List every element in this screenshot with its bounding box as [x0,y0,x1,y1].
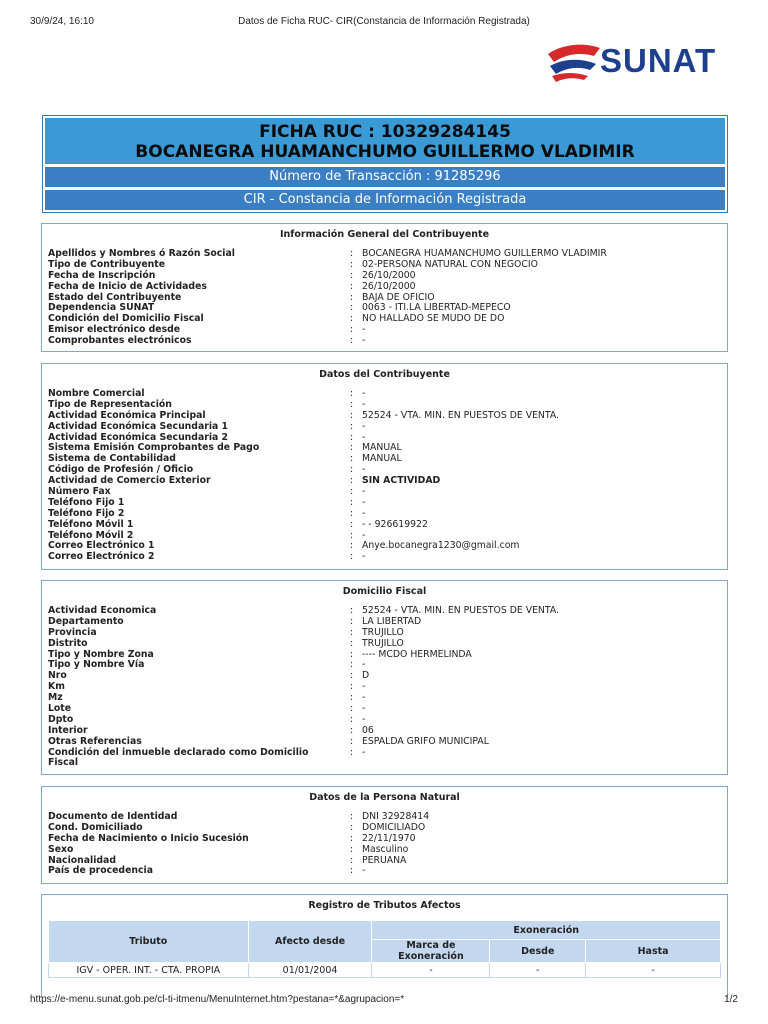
field-value: - [362,335,366,347]
field-row [48,671,721,682]
field-value: - [362,431,366,443]
field-value: - [362,507,366,519]
field-label: Nro [48,670,67,682]
field-value: BOCANEGRA HUAMANCHUMO GUILLERMO VLADIMIR [362,248,607,259]
field-separator: : [350,681,354,693]
field-row [48,336,721,347]
field-label: Actividad Económica Secundaria 1 [48,420,228,432]
field-label: Número Fax [48,486,111,498]
field-separator: : [350,692,354,704]
field-value: ---- MCDO HERMELINDA [362,648,472,660]
field-value: - [362,692,366,704]
cell-marca: - [372,963,490,978]
field-label: Km [48,681,65,693]
field-separator: : [350,724,354,736]
field-label: Tipo de Contribuyente [48,258,166,270]
field-label: Teléfono Fijo 1 [48,496,125,508]
field-value: 52524 - VTA. MIN. EN PUESTOS DE VENTA. [362,409,559,421]
field-separator: : [350,269,354,281]
field-separator: : [350,409,354,421]
field-label: Condición del Domicilio Fiscal [48,313,204,325]
print-url: https://e-menu.sunat.gob.pe/cl-ti-itmenu/MenuInternet.htm?pestana=*&agrupacion=* [30,994,405,1005]
field-label: Apellidos y Nombres ó Razón Social [48,248,235,259]
field-row [48,748,721,770]
field-label: Mz [48,692,63,704]
print-title: Datos de Ficha RUC- CIR(Constancia de Información Registrada) [238,16,530,27]
section-title: Domicilio Fiscal [342,586,427,597]
field-list [48,606,721,769]
field-row [48,422,721,433]
field-label: Dpto [48,713,74,725]
field-label: País de procedencia [48,865,153,877]
field-separator: : [350,291,354,303]
field-value: 52524 - VTA. MIN. EN PUESTOS DE VENTA. [362,605,559,616]
field-separator: : [350,453,354,465]
field-separator: : [350,388,354,399]
field-separator: : [350,735,354,747]
field-row [48,682,721,693]
field-separator: : [350,551,354,563]
col-tributo: Tributo [49,921,249,963]
field-separator: : [350,811,354,822]
col-marca-exoneracion: Marca de Exoneración [372,940,490,963]
field-label: Cond. Domiciliado [48,821,143,833]
contribuyente-name: BOCANEGRA HUAMANCHUMO GUILLERMO VLADIMIR [135,142,635,162]
field-value: - [362,388,366,399]
field-label: Distrito [48,637,88,649]
field-label: Provincia [48,626,97,638]
field-value: - [362,551,366,563]
field-separator: : [350,626,354,638]
col-afecto-desde: Afecto desde [248,921,372,963]
table-row [49,963,721,978]
field-value: D [362,670,370,682]
cell-afecto-desde: 01/01/2004 [248,963,372,978]
field-value: - [362,713,366,725]
field-separator: : [350,486,354,498]
field-label: Departamento [48,615,124,627]
field-value: SIN ACTIVIDAD [362,475,441,487]
field-label: Nombre Comercial [48,388,145,399]
sunat-logo-text: SUNAT [600,42,717,79]
print-footer [30,994,738,1008]
field-label: Teléfono Móvil 2 [48,529,134,541]
field-label: Fecha de Inscripción [48,269,156,281]
field-row [48,476,721,487]
field-row [48,660,721,671]
field-label: Condición del inmueble declarado como Domicilio Fiscal [48,746,309,769]
field-label: Sistema Emisión Comprobantes de Pago [48,442,260,454]
section-persona-natural [41,786,728,884]
col-exoneracion: Exoneración [372,921,721,940]
field-row [48,693,721,704]
field-label: Teléfono Móvil 1 [48,518,134,530]
field-label: Tipo de Representación [48,398,172,410]
field-separator: : [350,670,354,682]
field-row [48,487,721,498]
field-label: Interior [48,724,88,736]
field-label: Actividad Económica Principal [48,409,206,421]
field-value: 26/10/2000 [362,280,416,292]
field-label: Correo Electrónico 2 [48,551,155,563]
field-value: LA LIBERTAD [362,615,422,627]
field-separator: : [350,854,354,866]
field-separator: : [350,496,354,508]
print-header [30,16,738,30]
field-value: - [362,464,366,476]
print-page-number: 1/2 [724,994,738,1005]
col-desde: Desde [490,940,586,963]
field-value: PERUANA [362,854,407,866]
field-label: Fecha de Inicio de Actividades [48,280,207,292]
field-label: Emisor electrónico desde [48,324,181,336]
sunat-logo [544,38,728,86]
ficha-header [42,115,728,213]
field-label: Nacionalidad [48,854,116,866]
field-label: Documento de Identidad [48,811,178,822]
field-separator: : [350,398,354,410]
cell-tributo: IGV - OPER. INT. - CTA. PROPIA [49,963,249,978]
field-separator: : [350,529,354,541]
field-label: Sistema de Contabilidad [48,453,176,465]
field-separator: : [350,615,354,627]
field-value: 26/10/2000 [362,269,416,281]
section-domicilio-fiscal [41,580,728,775]
field-separator: : [350,746,354,758]
field-value: - [362,703,366,715]
ficha-title-box [45,118,725,164]
section-datos-contribuyente [41,363,728,570]
field-value: Anye.bocanegra1230@gmail.com [362,540,520,552]
print-datetime: 30/9/24, 16:10 [30,16,94,27]
field-separator: : [350,420,354,432]
section-title: Datos del Contribuyente [319,369,450,380]
field-row [48,866,721,877]
field-separator: : [350,518,354,530]
field-label: Otras Referencias [48,735,142,747]
sunat-logo-icon [544,40,602,84]
field-row [48,845,721,856]
field-separator: : [350,248,354,259]
field-separator: : [350,442,354,454]
field-separator: : [350,637,354,649]
field-row [48,639,721,650]
field-value: - [362,865,366,877]
field-value: MANUAL [362,453,402,465]
field-row [48,704,721,715]
field-value: DNI 32928414 [362,811,430,822]
field-separator: : [350,475,354,487]
field-value: DOMICILIADO [362,821,426,833]
field-separator: : [350,821,354,833]
field-label: Tipo y Nombre Zona [48,648,154,660]
field-label: Lote [48,703,72,715]
field-separator: : [350,302,354,314]
field-value: - [362,659,366,671]
field-value: 22/11/1970 [362,832,416,844]
field-value: - [362,398,366,410]
field-label: Correo Electrónico 1 [48,540,155,552]
section-title: Datos de la Persona Natural [309,792,460,803]
col-hasta: Hasta [586,940,721,963]
field-row [48,737,721,748]
field-value: 0063 - ITI.LA LIBERTAD-MEPECO [362,302,511,314]
field-separator: : [350,280,354,292]
field-value: ESPALDA GRIFO MUNICIPAL [362,735,489,747]
field-label: Dependencia SUNAT [48,302,155,314]
field-row [48,498,721,509]
field-separator: : [350,324,354,336]
cir-title: CIR - Constancia de Información Registrada [45,190,725,210]
field-separator: : [350,648,354,660]
field-row [48,282,721,293]
field-value: - [362,746,366,758]
section-informacion-general [41,223,728,352]
field-separator: : [350,540,354,552]
section-tributos-afectos [41,894,728,998]
field-separator: : [350,335,354,347]
field-label: Sexo [48,843,74,855]
field-separator: : [350,832,354,844]
field-separator: : [350,431,354,443]
field-label: Comprobantes electrónicos [48,335,192,347]
field-value: - - 926619922 [362,518,428,530]
field-separator: : [350,703,354,715]
field-list [48,249,721,347]
field-list [48,389,721,563]
field-separator: : [350,713,354,725]
field-value: - [362,324,366,336]
field-value: 02-PERSONA NATURAL CON NEGOCIO [362,258,538,270]
transaction-number: Número de Transacción : 91285296 [45,167,725,187]
field-row [48,715,721,726]
field-separator: : [350,258,354,270]
field-value: - [362,420,366,432]
field-value: - [362,681,366,693]
section-title: Registro de Tributos Afectos [308,900,461,911]
ficha-ruc-title: FICHA RUC : 10329284145 [259,122,511,142]
field-row [48,520,721,531]
field-label: Tipo y Nombre Vía [48,659,145,671]
field-list [48,812,721,877]
field-value: Masculino [362,843,409,855]
field-row [48,552,721,563]
field-value: MANUAL [362,442,402,454]
field-separator: : [350,659,354,671]
field-separator: : [350,843,354,855]
field-value: TRUJILLO [362,637,404,649]
field-separator: : [350,507,354,519]
section-title: Información General del Contribuyente [279,229,490,240]
field-value: - [362,529,366,541]
tributos-table [48,920,721,978]
field-label: Estado del Contribuyente [48,291,182,303]
field-separator: : [350,865,354,877]
field-label: Código de Profesión / Oficio [48,464,194,476]
field-label: Actividad Economica [48,605,157,616]
field-separator: : [350,313,354,325]
field-label: Actividad Económica Secundaria 2 [48,431,228,443]
field-value: - [362,486,366,498]
field-separator: : [350,464,354,476]
field-separator: : [350,605,354,616]
cell-hasta: - [586,963,721,978]
cell-desde: - [490,963,586,978]
field-value: NO HALLADO SE MUDO DE DO [362,313,505,325]
field-value: 06 [362,724,374,736]
field-label: Fecha de Nacimiento o Inicio Sucesión [48,832,249,844]
field-label: Actividad de Comercio Exterior [48,475,211,487]
field-label: Teléfono Fijo 2 [48,507,125,519]
field-value: BAJA DE OFICIO [362,291,435,303]
field-value: - [362,496,366,508]
field-value: TRUJILLO [362,626,404,638]
field-row [48,650,721,661]
